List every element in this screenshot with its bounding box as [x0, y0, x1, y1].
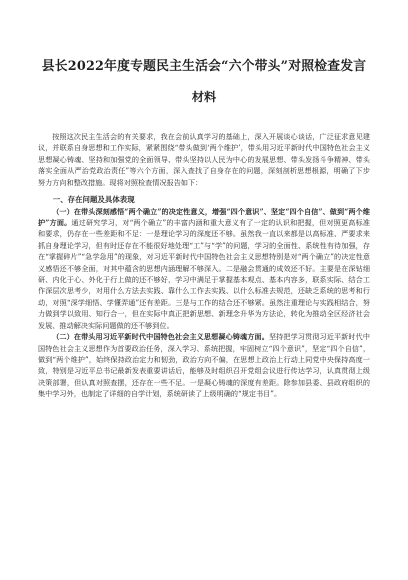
- subsection-2-body: 坚持把学习贯彻习近平新时代中国特色社会主义思想作为首要政治任务，深入学习、系统把握，牢固树立“四个意识”，坚定“四个自信”，做到“两个维护”，始终保持政治定力和韧劲，政治方向不偏，在思想上政治上行动上同党中央保持高度一致，特别是习近平总书记最新发表重要讲话后，能够及时组织召开党组会议进行传达学习，认真贯彻上级决策部署，但认真对照查摆，还存在一些不足。一是凝心铸魂的深度有差距。除参加县委、县政府组织的集中学习外，也制定了详细的自学计划，系统研读了上级明确的“规定书目”。: [38, 332, 371, 399]
- subsection-1: [38, 206, 370, 331]
- subsection-2-heading: （二）在带头用习近平新时代中国特色社会主义思想凝心铸魂方面。: [52, 332, 269, 342]
- document-subtitle: 材料: [191, 90, 217, 104]
- subsection-1-heading: （一）在带头深刻感悟“两个确立”的决定性意义，增强“四个意识”、坚定“四个自信”、做到“两个维护”方面。: [38, 206, 370, 228]
- document-title: 县长2022年度专题民主生活会“六个带头”对照检查发言: [41, 59, 367, 74]
- subsection-1-body: 通过研究学习，对“两个确立”的丰富内涵和重大意义有了一定的认识和把握，但对照更高标准和要求，仍存在一些差距和不足：一是理论学习的深度还不够。虽然我一直以来都是以高标准、严要求来抓自身理论学习，但有时还存在不能很好地处理“工”与“学”的问题，学习的全面性、系统性有待加强，存在“掌握碎片”“急学急用”的现象，对习近平新时代中国特色社会主义思想特别是对“两个确立”的决定性意义感悟还不够全面，对其中蕴含的思想内涵理解不够深入。二是融会贯通的成效还不好。主要是在深钻细研、内化于心、外化于行上做的还不够好，学习中满足于掌握基本观点、基本内容多，联系实际、结合工作深层次思考少，对用什么方法去实践、靠什么工作去实践、以什么标准去规范，还缺乏系统的思考和行动，对照“深学细悟、学懂弄通”还有差距。三是与工作的结合还不够紧。虽然注重理论与实践相结合，努力做到学以致用、知行合一，但在实际中真正把新思想、新理念升华为方法论，转化为推动全区经济社会发展、推动解决实际问题做的还不够到位。: [38, 218, 370, 330]
- intro-paragraph: 按照这次民主生活会的有关要求，我在会前认真学习的基础上，深入开展谈心谈话，广泛征求意见建议，并联系自身思想和工作实际，紧紧围绕“带头做到‘两个维护’，带头用习近平新时代中国特色社会主义思想凝心铸魂、坚持和加强党的全面领导、带头坚持以人民为中心的发展思想、带头发扬斗争精神、带头落实全面从严治党政治责任”等六个方面，深入查找了自身存在的问题，深刻剖析思想根源，明确了下步努力方向和整改措施。现将对照检查情况报告如下：: [38, 132, 370, 187]
- section-heading: 一、存在问题及具体表现: [52, 195, 135, 205]
- document-body: [38, 131, 370, 400]
- subsection-2: [38, 331, 370, 399]
